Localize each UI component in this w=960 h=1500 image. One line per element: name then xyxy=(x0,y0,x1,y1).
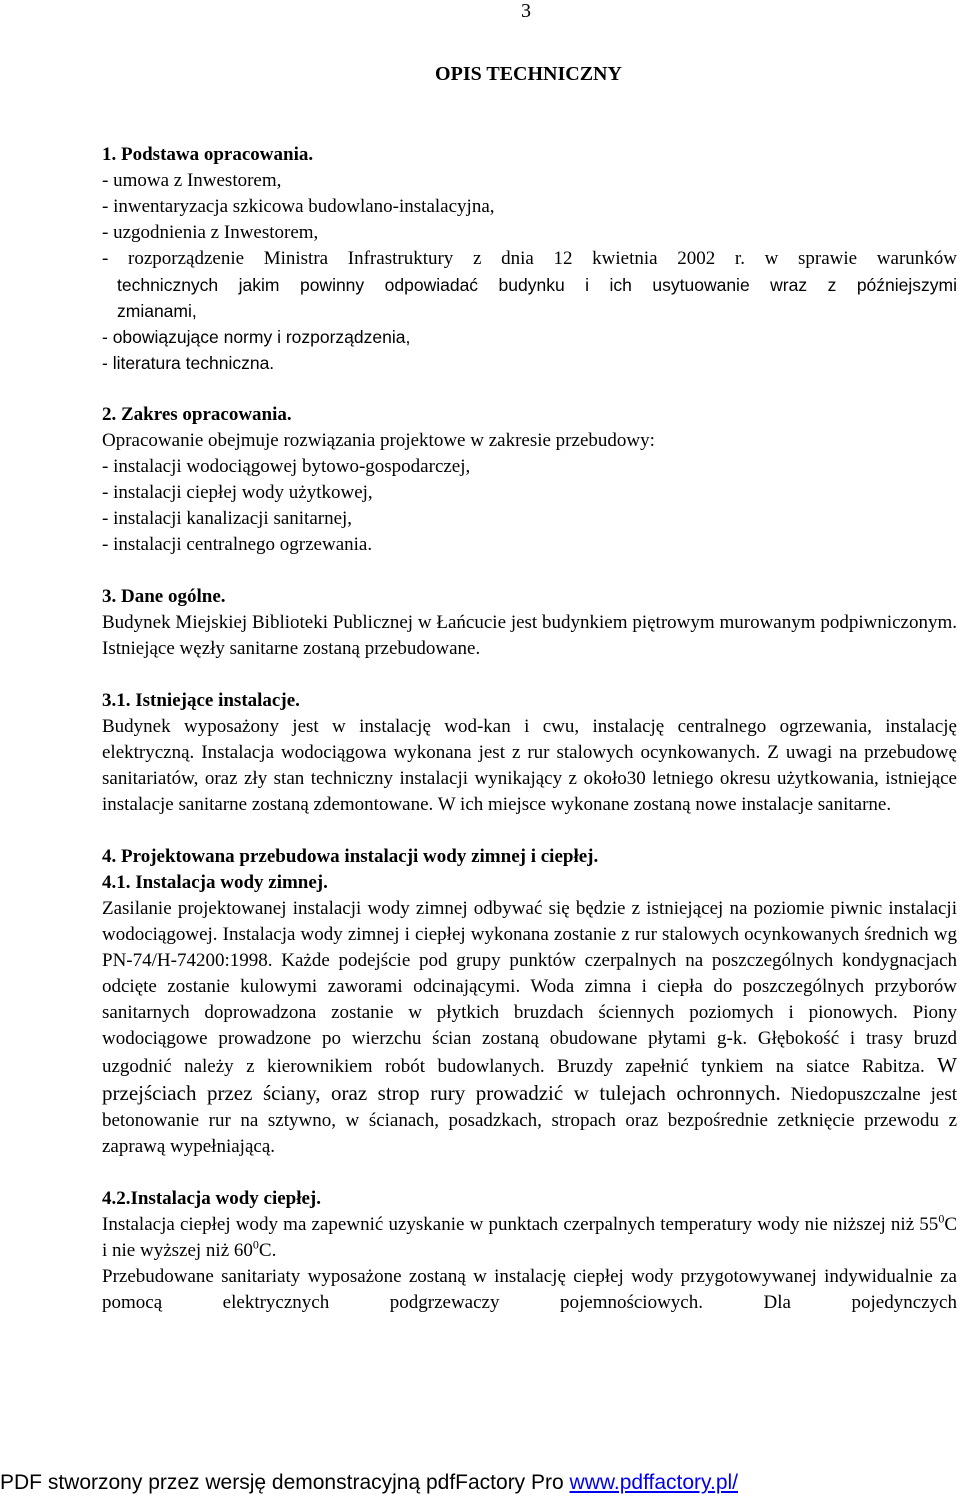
paragraph-part-emphasis: W przejściach przez ściany, oraz strop rury prowadzić w tulejach ochronnych. xyxy=(102,1053,957,1105)
section-3-heading: 3. Dane ogólne. xyxy=(102,586,226,607)
list-item: - obowiązujące normy i rozporządzenia, xyxy=(102,327,411,347)
paragraph-part: Instalacja ciepłej wody ma zapewnić uzyskanie w punktach czerpalnych temperatury wody nie niższej niż 55 xyxy=(102,1214,939,1235)
list-item: - instalacji centralnego ogrzewania. xyxy=(102,534,373,555)
superscript: 0 xyxy=(252,1237,259,1252)
text-line: Opracowanie obejmuje rozwiązania projektowe w zakresie przebudowy: xyxy=(102,430,655,451)
superscript: 0 xyxy=(938,1211,945,1226)
paragraph-part: Niedopuszczalne jest betonowanie rur na sztywno, w ścianach, posadzkach, stropach oraz bezpośrednie zetknięcie przewodu z zaprawą wypełniającą. xyxy=(102,1084,957,1157)
list-item: - instalacji ciepłej wody użytkowej, xyxy=(102,482,373,503)
document-title: OPIS TECHNICZNY xyxy=(435,63,622,85)
section-4-heading: 4. Projektowana przebudowa instalacji wody zimnej i ciepłej. xyxy=(102,846,599,867)
list-item: - literatura techniczna. xyxy=(102,353,275,373)
section-4-2-paragraph-2: Przebudowane sanitariaty wyposażone zostaną w instalację ciepłej wody przygotowywanej indywidualnie za pomocą elektrycznych podgrzewaczy pojemnościowych. Dla pojedynczych xyxy=(102,1266,957,1313)
section-3-1-paragraph: Budynek wyposażony jest w instalację wod-kan i cwu, instalację centralnego ogrzewania, instalację elektryczną. Instalacja wodociągowa wykonana jest z rur stalowych ocynkowanych. Z uwagi na przebudowę sanitariatów, oraz zły stan techniczny instalacji wynikający z około30 letniego okresu użytkowania, istniejące instalacje sanitarne zostaną zdemontowane. W ich miejsce wykonane zostaną nowe instalacje sanitarne. xyxy=(102,716,957,815)
list-item-continuation: technicznych jakim powinny odpowiadać budynku i ich usytuowanie wraz z późniejszymi xyxy=(117,275,957,295)
section-2-heading: 2. Zakres opracowania. xyxy=(102,404,292,425)
pdf-footer xyxy=(0,1470,738,1496)
list-item: - uzgodnienia z Inwestorem, xyxy=(102,222,319,243)
list-item: - instalacji kanalizacji sanitarnej, xyxy=(102,508,353,529)
footer-link[interactable]: www.pdffactory.pl/ xyxy=(569,1471,739,1494)
document-body xyxy=(102,142,957,1316)
paragraph-part: C. xyxy=(258,1240,277,1261)
list-item: - umowa z Inwestorem, xyxy=(102,170,282,191)
list-item: - instalacji wodociągowej bytowo-gospodarczej, xyxy=(102,456,471,477)
section-1-heading: 1. Podstawa opracowania. xyxy=(102,144,314,165)
list-item: - rozporządzenie Ministra Infrastruktury z dnia 12 kwietnia 2002 r. w sprawie warunków xyxy=(102,248,957,269)
paragraph-part: C i nie wyższej niż 60 xyxy=(102,1214,957,1261)
section-4-1-paragraph xyxy=(102,896,957,1160)
list-item-continuation: zmianami, xyxy=(117,301,197,321)
section-4-2-paragraph-1 xyxy=(102,1212,957,1264)
section-3-1-heading: 3.1. Istniejące instalacje. xyxy=(102,690,300,711)
paragraph-part: Zasilanie projektowanej instalacji wody zimnej odbywać się będzie z istniejącej na poziomie piwnic instalacji wodociągowej. Instalacja wody zimnej i ciepłej wykonana zostanie z rur stalowych ocynkowanych średnich wg PN-74/H-74200:1998. Każde podejście pod grupy punktów czerpalnych na poszczególnych kondygnacjach odcięte zostanie kulowymi zaworami odcinającymi. Woda zimna i ciepła do poszczególnych przyborów sanitarnych doprowadzona zostanie w płytkich bruzdach ściennych poziomych i pionowych. Piony wodociągowe prowadzone po wierzchu ścian zostaną obudowane płytami g-k. Głębokość i trasy bruzd uzgodnić należy z kierownikiem robót budowlanych. Bruzdy zapełnić tynkiem na siatce Rabitza. xyxy=(102,898,957,1077)
section-4-1-heading: 4.1. Instalacja wody zimnej. xyxy=(102,872,328,893)
section-3-paragraph: Budynek Miejskiej Biblioteki Publicznej w Łańcucie jest budynkiem piętrowym murowanym podpiwniczonym. Istniejące węzły sanitarne zostaną przebudowane. xyxy=(102,612,957,659)
list-item: - inwentaryzacja szkicowa budowlano-instalacyjna, xyxy=(102,196,495,217)
footer-text: PDF stworzony przez wersję demonstracyjną pdfFactory Pro xyxy=(0,1471,570,1494)
page-number: 3 xyxy=(521,0,531,22)
section-4-2-heading: 4.2.Instalacja wody ciepłej. xyxy=(102,1188,322,1209)
